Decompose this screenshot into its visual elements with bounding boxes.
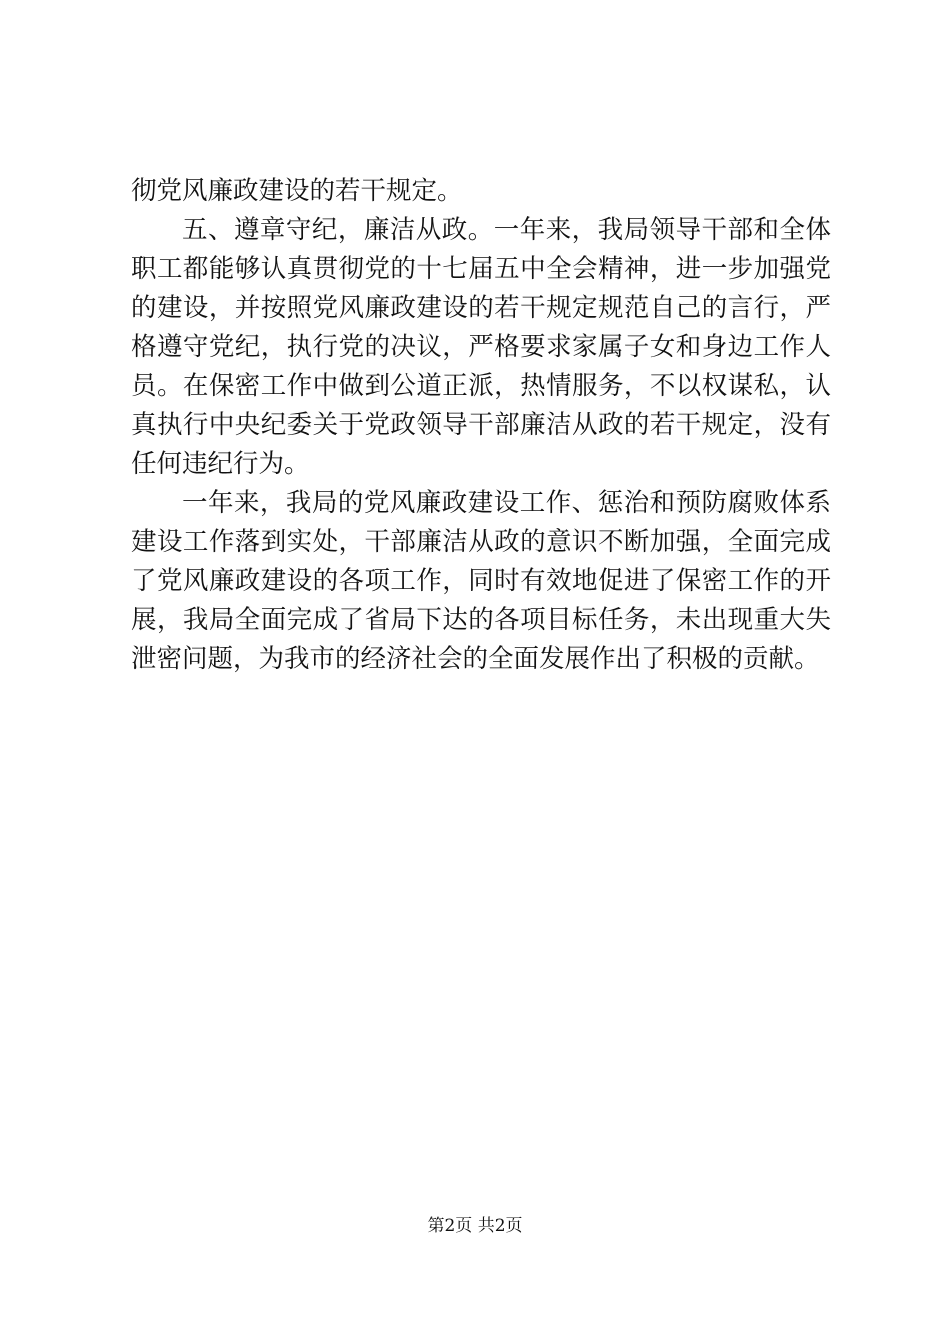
text-line: 展，我局全面完成了省局下达的各项目标任务，未出现重大失 [131, 605, 831, 635]
paragraph-3 [131, 484, 831, 679]
text-line: 职工都能够认真贯彻党的十七届五中全会精神，进一步加强党 [131, 254, 831, 284]
text-line: 彻党风廉政建设的若干规定。 [131, 176, 463, 206]
text-line: 员。在保密工作中做到公道正派，热情服务，不以权谋私，认 [131, 371, 831, 401]
document-body [131, 172, 831, 679]
text-line: 五、遵章守纪，廉洁从政。一年来，我局领导干部和全体 [182, 215, 831, 245]
page-footer [0, 1214, 950, 1238]
text-line: 的建设，并按照党风廉政建设的若干规定规范自己的言行，严 [131, 293, 831, 323]
text-line: 建设工作落到实处，干部廉洁从政的意识不断加强，全面完成 [131, 527, 831, 557]
paragraph-1 [131, 172, 831, 211]
paragraph-2 [131, 211, 831, 484]
page-count: 共2页 [477, 1216, 523, 1236]
text-line: 任何违纪行为。 [131, 449, 310, 479]
text-line: 格遵守党纪，执行党的决议，严格要求家属子女和身边工作人 [131, 332, 831, 362]
page-number: 第2页 [427, 1216, 473, 1236]
text-line: 一年来，我局的党风廉政建设工作、惩治和预防腐败体系 [182, 488, 831, 518]
text-line: 泄密问题，为我市的经济社会的全面发展作出了积极的贡献。 [131, 644, 820, 674]
text-line: 真执行中央纪委关于党政领导干部廉洁从政的若干规定，没有 [131, 410, 831, 440]
text-line: 了党风廉政建设的各项工作，同时有效地促进了保密工作的开 [131, 566, 831, 596]
